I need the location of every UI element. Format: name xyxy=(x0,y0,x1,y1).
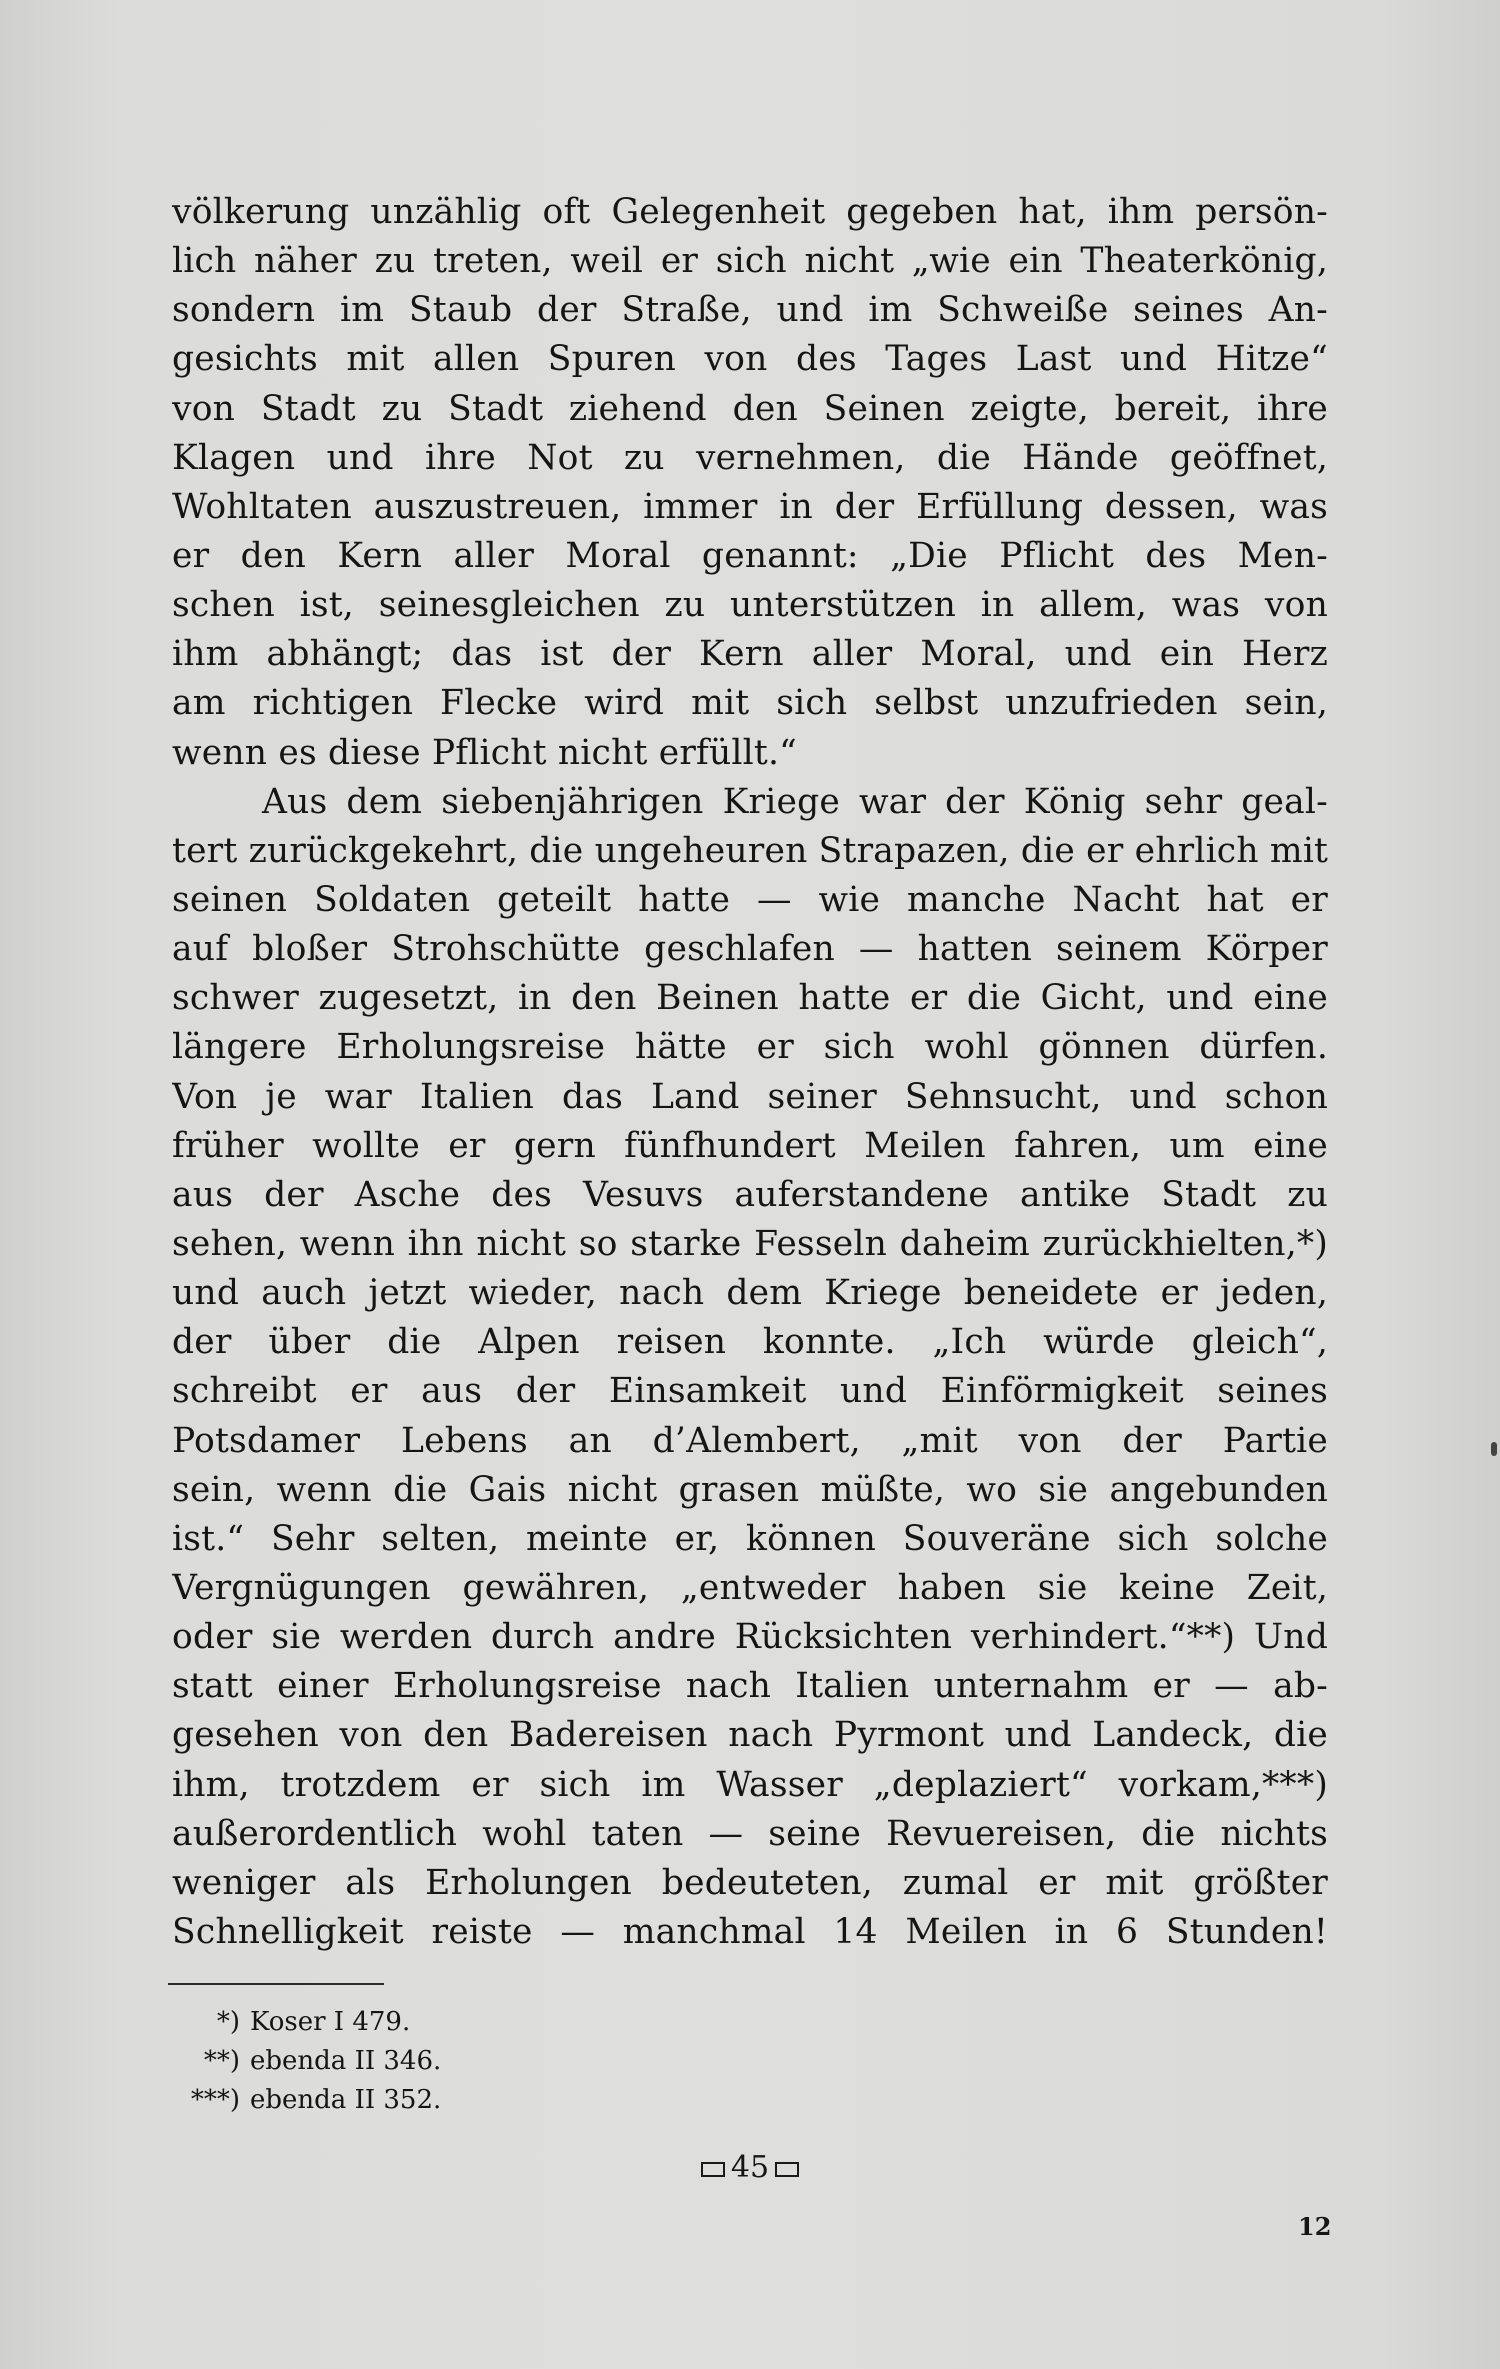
text-line: schreibt er aus der Einsamkeit und Einförmigkeit seines xyxy=(172,1371,1328,1412)
footnote-mark: ***) xyxy=(190,2085,240,2115)
footnote-text: ebenda II 352. xyxy=(250,2085,442,2115)
sheet-signature-number: 12 xyxy=(1298,2212,1332,2241)
text-line: am richtigen Flecke wird mit sich selbst unzufrieden sein, xyxy=(172,683,1328,724)
text-line: seinen Soldaten geteilt hatte — wie manche Nacht hat er xyxy=(172,879,1328,920)
text-line: früher wollte er gern fünfhundert Meilen fahren, um eine xyxy=(172,1125,1328,1166)
text-line: gesehen von den Badereisen nach Pyrmont und Landeck, die xyxy=(172,1715,1328,1756)
footnotes xyxy=(190,2003,442,2120)
text-line: außerordentlich wohl taten — seine Revuereisen, die nichts xyxy=(172,1813,1328,1854)
text-line: aus der Asche des Vesuvs auferstandene antike Stadt zu xyxy=(172,1174,1328,1215)
text-line: Wohltaten auszustreuen, immer in der Erfüllung dessen, was xyxy=(172,486,1328,527)
text-line: Vergnügungen gewähren, „entweder haben sie keine Zeit, xyxy=(172,1567,1328,1608)
text-line: sehen, wenn ihn nicht so starke Fesseln daheim zurückhielten,*) xyxy=(172,1223,1328,1264)
text-line: Schnelligkeit reiste — manchmal 14 Meilen in 6 Stunden! xyxy=(172,1911,1328,1952)
text-line: statt einer Erholungsreise nach Italien unternahm er — ab- xyxy=(172,1666,1328,1707)
box-ornament-icon xyxy=(701,2162,725,2177)
text-line: sein, wenn die Gais nicht grasen müßte, wo sie angebunden xyxy=(172,1469,1328,1510)
footnote-mark: *) xyxy=(216,2007,240,2037)
text-line: schen ist, seinesgleichen zu unterstützen in allem, was von xyxy=(172,585,1328,626)
text-line: tert zurückgekehrt, die ungeheuren Strapazen, die er ehrlich mit xyxy=(172,830,1328,871)
text-line: längere Erholungsreise hätte er sich wohl gönnen dürfen. xyxy=(172,1027,1328,1068)
text-line: von Stadt zu Stadt ziehend den Seinen zeigte, bereit, ihre xyxy=(172,388,1328,429)
text-line: schwer zugesetzt, in den Beinen hatte er die Gicht, und eine xyxy=(172,978,1328,1019)
text-line-paragraph-start: Aus dem siebenjährigen Kriege war der König sehr geal- xyxy=(262,781,1328,822)
text-line: oder sie werden durch andre Rücksichten verhindert.“**) Und xyxy=(172,1617,1328,1658)
text-line: der über die Alpen reisen konnte. „Ich würde gleich“, xyxy=(172,1322,1328,1363)
footnote-text: Koser I 479. xyxy=(250,2007,411,2037)
box-ornament-icon xyxy=(775,2162,799,2177)
footnote xyxy=(203,2042,442,2081)
text-line: auf bloßer Strohschütte geschlafen — hatten seinem Körper xyxy=(172,929,1328,970)
text-line: Von je war Italien das Land seiner Sehnsucht, und schon xyxy=(172,1076,1328,1117)
footnote-mark: **) xyxy=(203,2046,240,2076)
text-line: und auch jetzt wieder, nach dem Kriege beneidete er jeden, xyxy=(172,1273,1328,1314)
body-text xyxy=(172,188,1328,1957)
footnote xyxy=(216,2003,441,2042)
text-line: er den Kern aller Moral genannt: „Die Pflicht des Men- xyxy=(172,535,1328,576)
page-edge-mark xyxy=(1491,1442,1497,1456)
page-number xyxy=(0,2150,1500,2185)
page-number-value: 45 xyxy=(730,2150,770,2185)
text-line: sondern im Staub der Straße, und im Schweiße seines An- xyxy=(172,290,1328,331)
text-line: weniger als Erholungen bedeuteten, zumal er mit größter xyxy=(172,1862,1328,1903)
text-line: lich näher zu treten, weil er sich nicht „wie ein Theaterkönig, xyxy=(172,241,1328,282)
text-line: Klagen und ihre Not zu vernehmen, die Hände geöffnet, xyxy=(172,437,1328,478)
footnote-rule xyxy=(168,1983,384,1985)
text-line: ist.“ Sehr selten, meinte er, können Souveräne sich solche xyxy=(172,1518,1328,1559)
footnote xyxy=(190,2081,442,2120)
text-line: ihm abhängt; das ist der Kern aller Moral, und ein Herz xyxy=(172,634,1328,675)
text-line: wenn es diese Pflicht nicht erfüllt.“ xyxy=(172,732,797,773)
text-line: gesichts mit allen Spuren von des Tages Last und Hitze“ xyxy=(172,339,1328,380)
footnote-text: ebenda II 346. xyxy=(250,2046,442,2076)
text-line: ihm, trotzdem er sich im Wasser „deplaziert“ vorkam,***) xyxy=(172,1764,1328,1805)
text-line: Potsdamer Lebens an d’Alembert, „mit von der Partie xyxy=(172,1420,1328,1461)
text-line: völkerung unzählig oft Gelegenheit gegeben hat, ihm persön- xyxy=(172,192,1328,232)
